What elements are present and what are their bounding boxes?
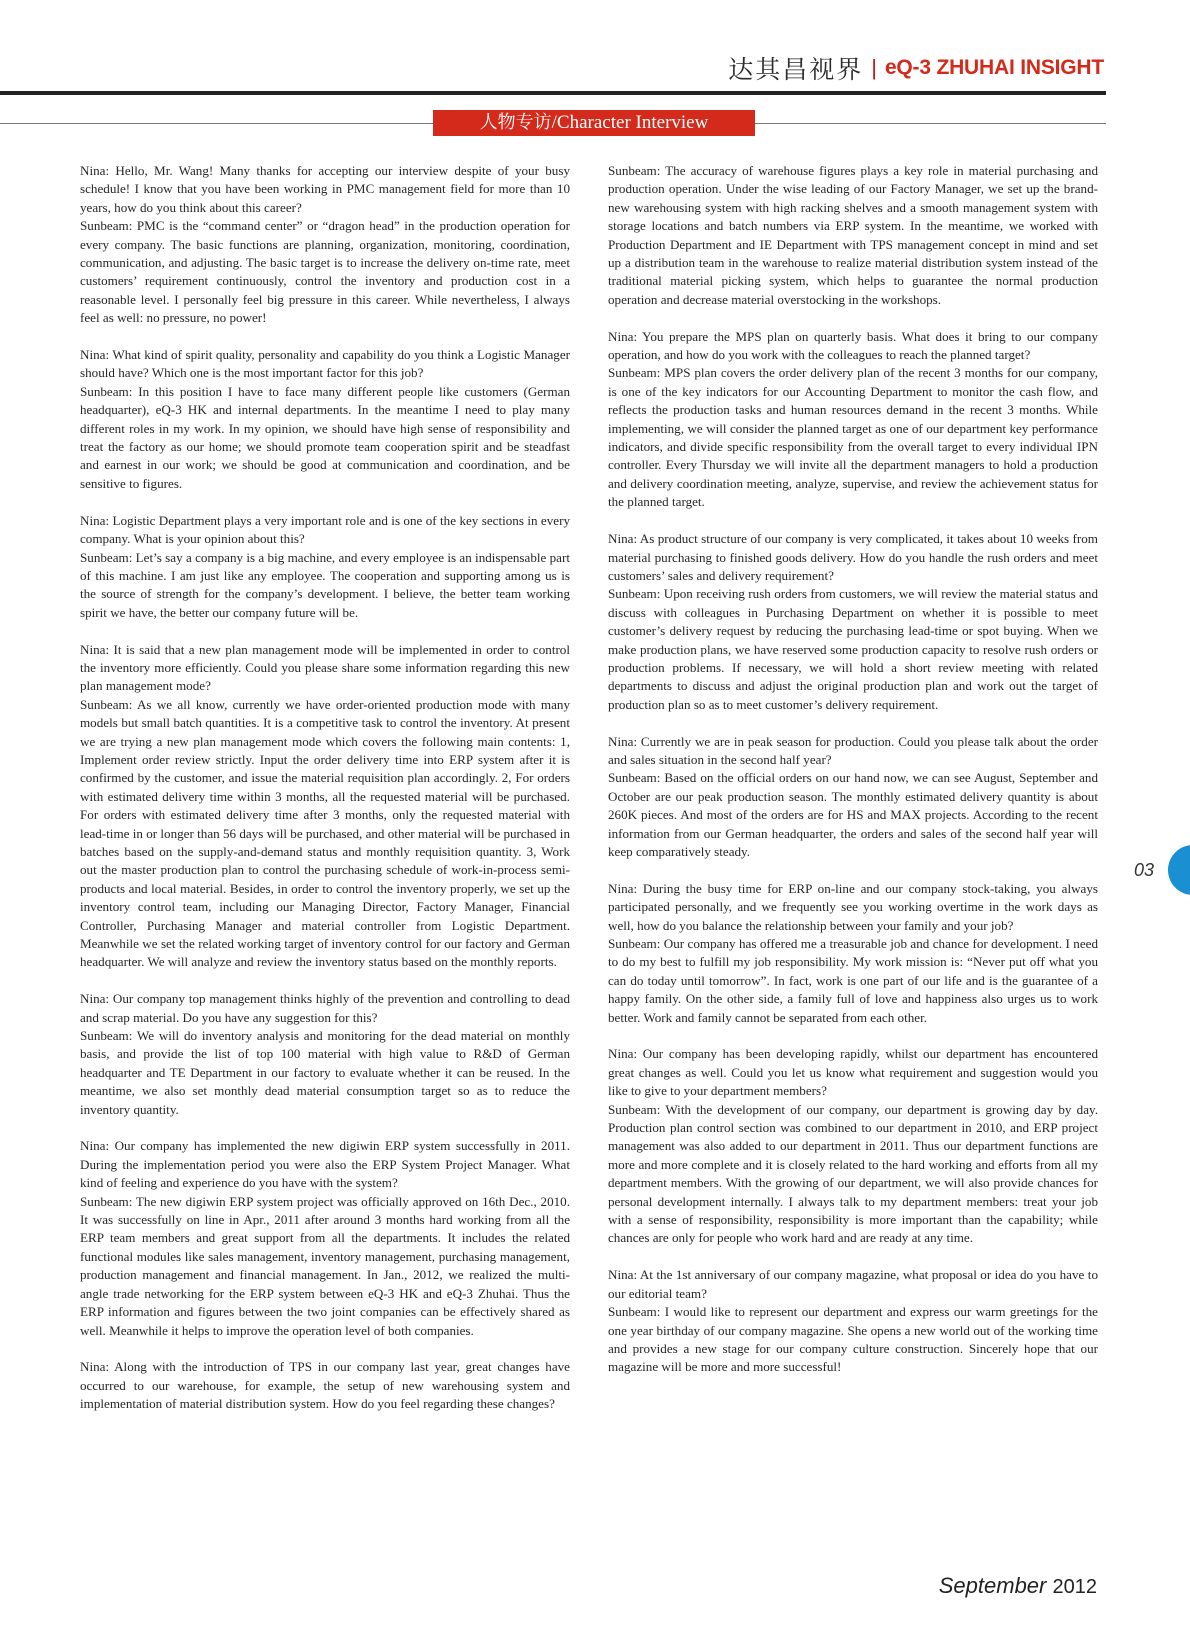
paragraph-gap xyxy=(80,493,570,511)
interview-question: Nina: Currently we are in peak season for production. Could you please talk about the order and sales situation in the second half year? xyxy=(608,733,1098,767)
header-rule xyxy=(0,91,1106,95)
interview-question: Nina: Our company has been developing rapidly, whilst our department has encountered great changes as well. Could you let us know what requirement and suggestion would you like to give to your department members? xyxy=(608,1046,1098,1099)
interview-answer: Sunbeam: I would like to represent our department and express our warm greetings for the one year birthday of our company magazine. She opens a new world out of the working time and provides a new stage for our company culture construction. Sincerely hope that our magazine will be more and more successful! xyxy=(608,1304,1098,1375)
paragraph-gap xyxy=(608,714,1098,732)
paragraph-gap xyxy=(80,328,570,346)
interview-answer: Sunbeam: The new digiwin ERP system project was officially approved on 16th Dec., 2010. It was successfully on line in Apr., 2011 after around 3 months hard working from all the ERP team members and great support from all the departments. It includes the related functional modules like sales management, inventory management, purchasing management, production management and financial management. In Jan., 2012, we realized the multi-angle trade networking for the ERP system between eQ-3 HK and eQ-3 Zhuhai. Thus the ERP information and figures between the two joint companies can be effectively shared as well. Meanwhile it helps to improve the operation level of both companies. xyxy=(80,1193,570,1338)
title-separator: | xyxy=(871,55,877,80)
interview-question: Nina: As product structure of our company is very complicated, it takes about 10 weeks from material purchasing to finished goods delivery. How do you handle the rush orders and meet customers’ sales and delivery requirement? xyxy=(608,531,1098,583)
paragraph-gap xyxy=(608,512,1098,530)
masthead xyxy=(0,50,1104,86)
interview-question: Nina: During the busy time for ERP on-line and our company stock-taking, you always participated personally, and we frequently see you working overtime in the work days as well, how do you balance the relationship between your family and your job? xyxy=(608,880,1098,933)
interview-answer: Sunbeam: With the development of our company, our department is growing day by day. Production plan control section was combined to our department in 2010, and ERP project management was also added to our department in 2011. Thus our department functions are more and more complete and it is closely related to the hard working and efforts from all my department members. With the growing of our department, we will also provide chances for personal development internally. I always talk to my department members: treat your job with a sense of responsibility, responsibility is more important than the capability; while chances are only for people who work hard and are ready at any time. xyxy=(608,1101,1098,1246)
interview-question: Nina: It is said that a new plan management mode will be implemented in order to control the inventory more efficiently. Could you please share some information regarding this new plan management mode? xyxy=(80,641,570,694)
interview-question: Nina: What kind of spirit quality, personality and capability do you think a Logistic Manager should have? Which one is the most important factor for this job? xyxy=(80,347,570,381)
interview-question: Nina: At the 1st anniversary of our company magazine, what proposal or idea do you have to our editorial team? xyxy=(608,1267,1098,1301)
interview-answer: Sunbeam: Upon receiving rush orders from customers, we will review the material status and discuss with colleagues in Purchasing Department on whether it is possible to meet customer’s delivery request by reducing the purchasing lead-time or spot buying. When we make production plans, we have reserved some production capacity to resolve rush orders or production problems. If necessary, we will hold a short review meeting with related departments to discuss and adjust the original production plan and work out the target of production plan so as to meet customer’s delivery requirement. xyxy=(608,586,1098,712)
interview-answer: Sunbeam: Our company has offered me a treasurable job and chance for development. I need to do my best to fulfill my job responsibility. My work mission is: “Never put off what you can do today until tomorrow”. In fact, work is one part of our life and is the guarantee of a happy family. On the other side, a family full of love and happiness also urges us to work better. Work and family cannot be separated from each other. xyxy=(608,936,1098,1025)
issue-year: 2012 xyxy=(1052,1576,1097,1598)
paragraph-gap xyxy=(80,622,570,640)
interview-answer: Sunbeam: PMC is the “command center” or “dragon head” in the production operation for every company. The basic functions are planning, organization, monitoring, coordination, communication, and adjusting. The basic target is to increase the delivery on-time rate, meet customers’ requirement continuously, control the inventory and production cost in a reasonable level. I personally feel big pressure in this career. While nevertheless, I always feel as well: no pressure, no power! xyxy=(80,218,570,326)
paragraph-gap xyxy=(80,1340,570,1358)
page-tab-marker xyxy=(1168,845,1190,895)
interview-question: Nina: Logistic Department plays a very important role and is one of the key sections in every company. What is your opinion about this? xyxy=(80,512,570,547)
section-label xyxy=(433,110,755,136)
interview-answer: Sunbeam: As we all know, currently we have order-oriented production mode with many models but small batch quantities. It is a competitive task to control the inventory. At present we are trying a new plan management mode which covers the following main contents: 1, Implement order review strictly. Input the order delivery time into ERP system after it is confirmed by the customer, and issue the material requisition plan accordingly. 2, For orders with estimated delivery time within 3 months, all the requested material will be purchased. For orders with estimated delivery time after 3 months, only the requested material with lead-time in or longer than 56 days will be purchased, and other material will be purchased in batches based on the supply-and-demand status and monthly requisition quantity. 3, Work out the master production plan to control the purchasing schedule of work-in-process semi-products and local material. Besides, in order to control the inventory properly, we set up the inventory control team, including our Managing Director, Factory Manager, Financial Controller, Purchasing Manager and material controller from Logistic Department. Meanwhile we set the related working target of inventory control for our factory and German headquarter. We will analyze and review the inventory status based on the monthly reports. xyxy=(80,696,570,970)
magazine-chinese-title: 达其昌视界 xyxy=(728,55,864,84)
interview-answer: Sunbeam: The accuracy of warehouse figures plays a key role in material purchasing and production operation. Under the wise leading of our Factory Manager, we set up the brand-new warehousing system with high racking shelves and a smooth management system with storage locations and batch numbers via ERP system. In the meantime, we worked with Production Department and IE Department with TPS management concept in mind and set up a distribution team in the warehouse to realize material distribution system instead of the traditional material picking system, which helps to guarantee the normal production operation and decrease material overstocking in the workshops. xyxy=(608,163,1098,307)
section-label-english: /Character Interview xyxy=(551,112,709,133)
interview-question: Nina: Our company top management thinks highly of the prevention and controlling to dead and scrap material. Do you have any suggestion for this? xyxy=(80,991,570,1025)
interview-answer: Sunbeam: We will do inventory analysis and monitoring for the dead material on monthly basis, and provide the list of top 100 material with high value to R&D of German headquarter and TE Department in our factory to evaluate whether it can be reused. In the meantime, we also set monthly dead material consumption target so as to reduce the inventory quantity. xyxy=(80,1028,570,1117)
interview-question: Nina: Hello, Mr. Wang! Many thanks for accepting our interview despite of your busy schedule! I know that you have been working in PMC management field for more than 10 years, how do you think about this career? xyxy=(80,163,570,215)
interview-answer: Sunbeam: Let’s say a company is a big machine, and every employee is an indispensable part of this machine. I am just like any employee. The cooperation and supporting among us is the source of strength for the company’s development. I believe, the better team working spirit we have, the better our company future will be. xyxy=(80,549,570,620)
issue-date xyxy=(0,1573,1097,1599)
paragraph-gap xyxy=(608,861,1098,879)
paragraph-gap xyxy=(608,1248,1098,1266)
section-label-chinese: 人物专访 xyxy=(479,112,552,133)
paragraph-gap xyxy=(80,972,570,990)
interview-answer: Sunbeam: MPS plan covers the order delivery plan of the recent 3 months for our company, is one of the key indicators for our Accounting Department to monitor the cash flow, and reflects the production tasks and human resources demand in the recent 3 months. While implementing, we will consider the planned target as one of our department key performance indicators, and divide specific responsibility from the overall target to every individual IPN controller. Every Thursday we will invite all the department managers to hold a production and delivery coordination meeting, analyze, supervise, and review the achievement status for the planned target. xyxy=(608,365,1098,510)
interview-question: Nina: Along with the introduction of TPS in our company last year, great changes have occurred to our warehouse, for example, the setup of new warehousing system and implementation of material distribution system. How do you feel regarding these changes? xyxy=(80,1359,570,1412)
issue-month: September xyxy=(938,1573,1047,1598)
interview-question: Nina: You prepare the MPS plan on quarterly basis. What does it bring to our company operation, and how do you work with the colleagues to reach the planned target? xyxy=(608,328,1098,363)
article-column-right xyxy=(608,162,1098,1377)
magazine-english-title: eQ-3 ZHUHAI INSIGHT xyxy=(884,56,1104,79)
paragraph-gap xyxy=(608,309,1098,327)
interview-answer: Sunbeam: Based on the official orders on our hand now, we can see August, September and October are our peak production season. The monthly estimated delivery quantity is about 260K pieces. And most of the orders are for HS and MAX projects. According to the recent information from our German headquarter, the orders and sales of the second half year will keep comparatively steady. xyxy=(608,770,1098,859)
paragraph-gap xyxy=(608,1027,1098,1045)
article-column-left xyxy=(80,162,570,1414)
interview-answer: Sunbeam: In this position I have to face many different people like customers (German headquarter), eQ-3 HK and internal departments. In the meantime I need to play many different roles in my work. In my opinion, we should have high sense of responsibility and treat the factory as our home; we should promote team cooperation spirit and be steadfast and earnest in our work; we should be good at communication and coordination, and be sensitive to figures. xyxy=(80,383,570,491)
page-number: 03 xyxy=(1134,860,1155,880)
interview-question: Nina: Our company has implemented the new digiwin ERP system successfully in 2011. During the implementation period you were also the ERP System Project Manager. What kind of feeling and experience do you have with the system? xyxy=(80,1138,570,1191)
paragraph-gap xyxy=(80,1119,570,1137)
